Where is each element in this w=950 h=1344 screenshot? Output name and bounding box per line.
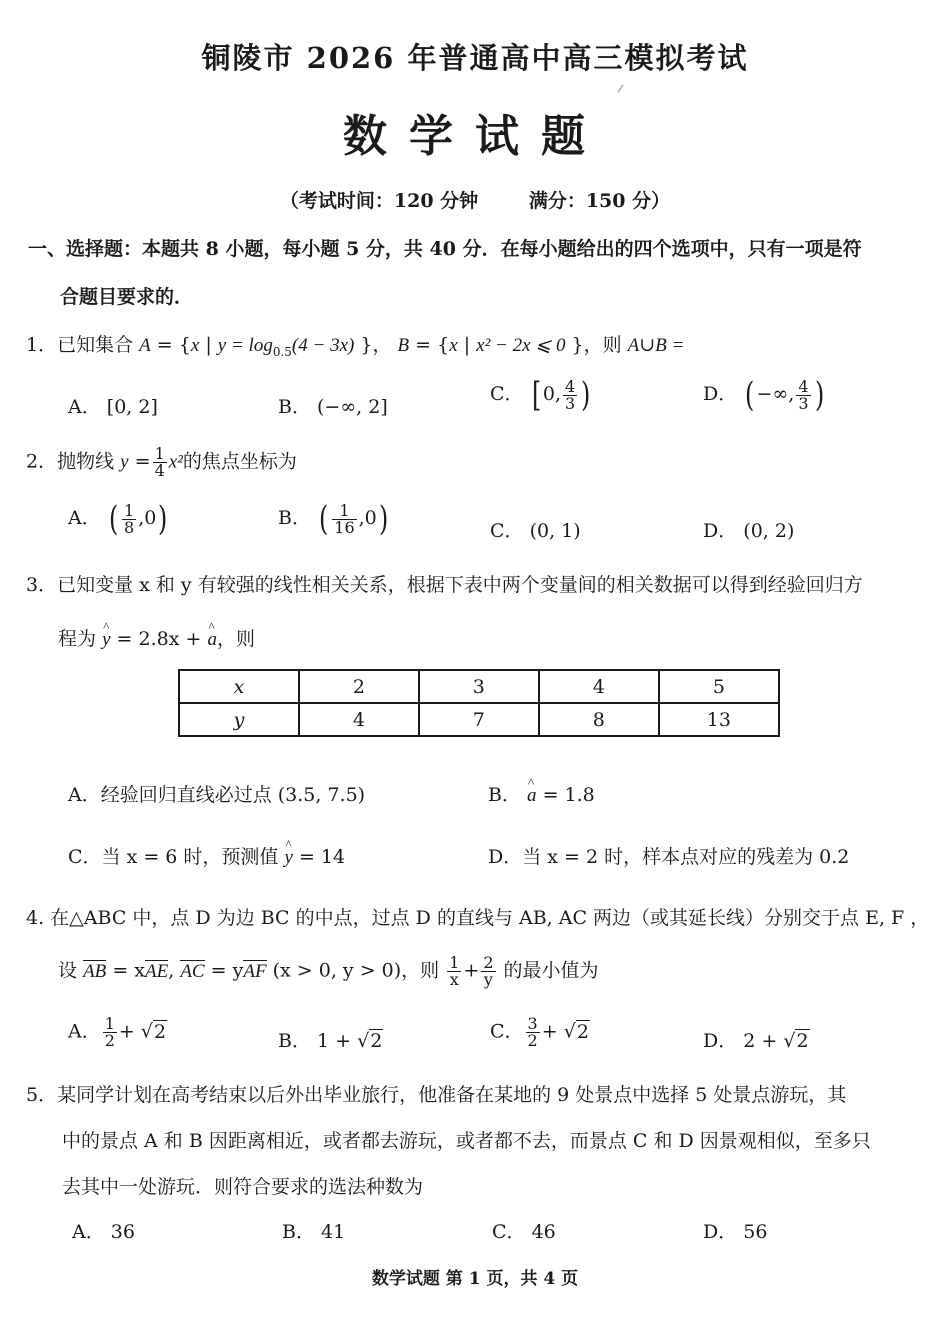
table-cell: y	[179, 703, 299, 736]
full-score: 满分：150 分）	[528, 190, 671, 212]
question-1-stem: 1．已知集合 A = {x | $y = \log_{0.5}(4 - 3x)$ }， B = {x | x² − 2x ⩽ 0 }，则 A∪B =	[26, 334, 685, 359]
table-cell: 7	[419, 703, 539, 736]
table-cell: 5	[659, 670, 779, 703]
question-5-stem-cont2: 去其中一处游玩．则符合要求的选法种数为	[62, 1176, 424, 1198]
table-cell: 4	[299, 703, 419, 736]
data-table	[178, 669, 780, 737]
table-row	[179, 670, 779, 703]
table-row	[179, 703, 779, 736]
q3-option-c: C．当 x = 6 时，预测值 ^ y = 14	[68, 842, 345, 869]
q5-option-b: B． 41	[282, 1221, 346, 1243]
pen-mark	[618, 85, 624, 93]
table-cell: x	[179, 670, 299, 703]
exam-time: （考试时间：120 分钟	[279, 190, 479, 212]
q4-option-d: D． 2 + √2	[703, 1030, 809, 1052]
table-cell: 2	[299, 670, 419, 703]
q5-option-a: A． 36	[72, 1221, 135, 1243]
q5-option-d: D． 56	[703, 1221, 768, 1243]
question-4-stem: 4. 在△ABC 中，点 D 为边 BC 的中点，过点 D 的直线与 AB, AC 两边（或其延长线）分别交于点 E, F ，	[26, 907, 930, 929]
question-4-stem-cont: 设 AB = xAE, AC = yAF (x > 0, y > 0)，则 $\frac{1}{x}$ + $\frac{2}{y}$ 的最小值为	[58, 953, 599, 989]
q1-option-c: C． [ 0, $\frac{4}{3}$ )	[490, 375, 591, 415]
q2-option-b: B． ( $\frac{1}{16}$ ,0)	[278, 499, 389, 539]
exam-meta	[0, 186, 950, 213]
section-heading: 一、选择题：本题共 8 小题，每小题 5 分，共 40 分．在每小题给出的四个选项中，只有一项是符	[28, 238, 862, 260]
page-title: 数学试题	[343, 111, 607, 162]
q4-option-a: A． $\frac{1}{2}$ + √2	[68, 1014, 167, 1050]
q4-option-c: C． $\frac{3}{2}$ + √2	[490, 1014, 589, 1050]
question-2-stem: 2．抛物线 y = $\frac{1}{4}$ x²的焦点坐标为	[26, 444, 297, 480]
q3-option-d: D．当 x = 2 时，样本点对应的残差为 0.2	[488, 846, 850, 868]
q4-option-b: B． 1 + √2	[278, 1030, 383, 1052]
q1-option-a: A． [0, 2]	[68, 396, 158, 418]
q2-option-a: A． ( $\frac{1}{8}$ ,0)	[68, 499, 168, 539]
q3-option-b: B． ^ a = 1.8	[488, 780, 595, 807]
q2-option-c: C． (0, 1)	[490, 520, 581, 542]
section-heading-cont: 合题目要求的．	[60, 286, 194, 308]
question-5-stem: 5．某同学计划在高考结束以后外出毕业旅行，他准备在某地的 9 处景点中选择 5 处景点游玩，其	[26, 1084, 847, 1106]
table-cell: 4	[539, 670, 659, 703]
question-3-stem-cont: 程为 ^ y = 2.8x + ^ a，则	[58, 624, 255, 651]
q1-option-b: B． (−∞, 2]	[278, 396, 388, 418]
q5-option-c: C． 46	[492, 1221, 556, 1243]
q2-option-d: D． (0, 2)	[703, 520, 795, 542]
page-footer: 数学试题 第 1 页，共 4 页	[371, 1269, 579, 1289]
q3-option-a: A．经验回归直线必过点 (3.5, 7.5)	[68, 784, 366, 806]
exam-subtitle: 铜陵市 2026 年普通高中高三模拟考试	[201, 41, 749, 75]
table-cell: 8	[539, 703, 659, 736]
question-3-stem: 3．已知变量 x 和 y 有较强的线性相关关系，根据下表中两个变量间的相关数据可以得到经验回归方	[26, 574, 863, 596]
table-cell: 3	[419, 670, 539, 703]
table-cell: 13	[659, 703, 779, 736]
question-5-stem-cont: 中的景点 A 和 B 因距离相近，或者都去游玩，或者都不去，而景点 C 和 D 因景观相似，至多只	[62, 1130, 871, 1152]
q1-option-d: D． ( −∞, $\frac{4}{3}$ )	[703, 375, 824, 415]
